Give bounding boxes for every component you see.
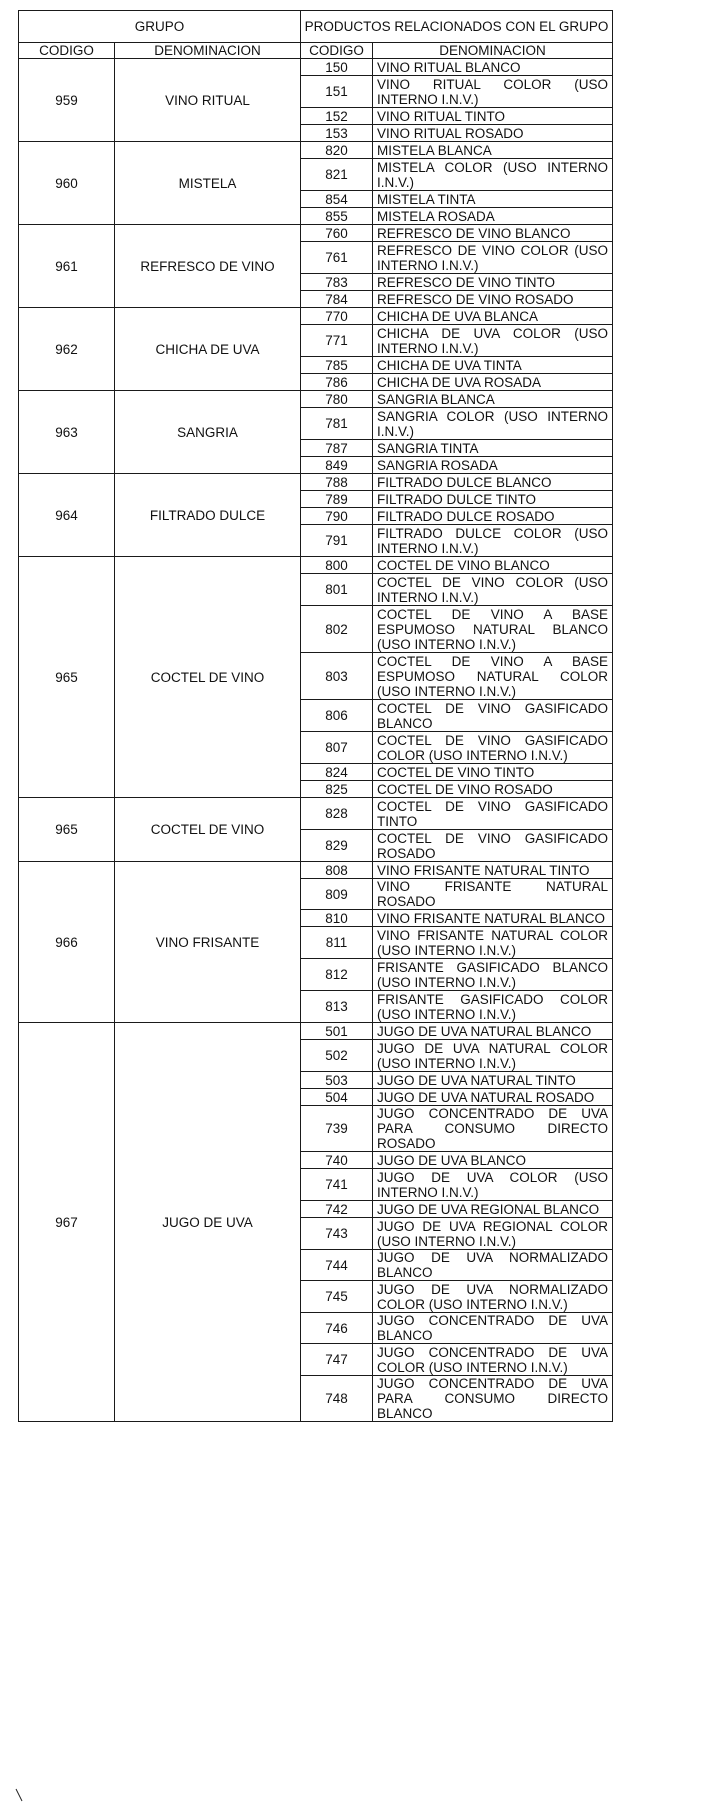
product-name-cell: VINO RITUAL BLANCO	[373, 59, 613, 76]
product-name-cell: FILTRADO DULCE COLOR (USO INTERNO I.N.V.)	[373, 525, 613, 557]
product-name-cell: JUGO DE UVA REGIONAL COLOR (USO INTERNO I.N.V.)	[373, 1218, 613, 1250]
product-code-cell: 771	[301, 325, 373, 357]
product-code-cell: 820	[301, 142, 373, 159]
product-code-cell: 743	[301, 1218, 373, 1250]
table-row	[19, 474, 613, 491]
product-code-cell: 813	[301, 991, 373, 1023]
stray-pen-mark	[14, 1788, 24, 1802]
product-code-cell: 153	[301, 125, 373, 142]
product-name-cell: MISTELA COLOR (USO INTERNO I.N.V.)	[373, 159, 613, 191]
product-name-cell: FILTRADO DULCE BLANCO	[373, 474, 613, 491]
product-name-cell: CHICHA DE UVA BLANCA	[373, 308, 613, 325]
header-productos-relacionados: PRODUCTOS RELACIONADOS CON EL GRUPO	[301, 11, 613, 43]
product-name-cell: JUGO DE UVA NATURAL COLOR (USO INTERNO I.N.V.)	[373, 1040, 613, 1072]
product-code-cell: 828	[301, 798, 373, 830]
product-code-cell: 739	[301, 1106, 373, 1152]
product-code-cell: 781	[301, 408, 373, 440]
product-code-cell: 825	[301, 781, 373, 798]
group-code-cell: 961	[19, 225, 115, 308]
product-name-cell: FRISANTE GASIFICADO COLOR (USO INTERNO I.N.V.)	[373, 991, 613, 1023]
product-name-cell: JUGO DE UVA COLOR (USO INTERNO I.N.V.)	[373, 1169, 613, 1201]
product-name-cell: COCTEL DE VINO GASIFICADO TINTO	[373, 798, 613, 830]
product-name-cell: SANGRIA BLANCA	[373, 391, 613, 408]
product-name-cell: CHICHA DE UVA ROSADA	[373, 374, 613, 391]
product-name-cell: REFRESCO DE VINO BLANCO	[373, 225, 613, 242]
product-name-cell: VINO RITUAL COLOR (USO INTERNO I.N.V.)	[373, 76, 613, 108]
product-name-cell: JUGO DE UVA NATURAL BLANCO	[373, 1023, 613, 1040]
product-name-cell: JUGO CONCENTRADO DE UVA COLOR (USO INTERNO I.N.V.)	[373, 1344, 613, 1376]
group-code-cell: 962	[19, 308, 115, 391]
product-name-cell: JUGO DE UVA NATURAL ROSADO	[373, 1089, 613, 1106]
product-name-cell: COCTEL DE VINO ROSADO	[373, 781, 613, 798]
product-name-cell: JUGO DE UVA BLANCO	[373, 1152, 613, 1169]
product-code-cell: 786	[301, 374, 373, 391]
product-code-cell: 811	[301, 927, 373, 959]
group-name-cell: VINO RITUAL	[115, 59, 301, 142]
product-code-cell: 501	[301, 1023, 373, 1040]
product-code-cell: 740	[301, 1152, 373, 1169]
product-name-cell: JUGO CONCENTRADO DE UVA BLANCO	[373, 1313, 613, 1344]
group-name-cell: MISTELA	[115, 142, 301, 225]
product-name-cell: JUGO DE UVA NORMALIZADO BLANCO	[373, 1250, 613, 1281]
product-code-cell: 748	[301, 1376, 373, 1422]
group-code-cell: 963	[19, 391, 115, 474]
header-group-codigo: CODIGO	[19, 43, 115, 59]
product-code-cell: 785	[301, 357, 373, 374]
product-code-cell: 789	[301, 491, 373, 508]
table-body	[19, 59, 613, 1422]
product-name-cell: VINO FRISANTE NATURAL BLANCO	[373, 910, 613, 927]
product-name-cell: REFRESCO DE VINO COLOR (USO INTERNO I.N.V.)	[373, 242, 613, 274]
product-code-cell: 744	[301, 1250, 373, 1281]
group-code-cell: 965	[19, 557, 115, 798]
product-name-cell: CHICHA DE UVA TINTA	[373, 357, 613, 374]
product-code-cell: 790	[301, 508, 373, 525]
table-row	[19, 225, 613, 242]
product-name-cell: COCTEL DE VINO A BASE ESPUMOSO NATURAL COLOR (USO INTERNO I.N.V.)	[373, 653, 613, 700]
product-name-cell: VINO RITUAL ROSADO	[373, 125, 613, 142]
product-code-cell: 746	[301, 1313, 373, 1344]
product-code-cell: 824	[301, 764, 373, 781]
group-code-cell: 960	[19, 142, 115, 225]
group-name-cell: REFRESCO DE VINO	[115, 225, 301, 308]
product-code-cell: 800	[301, 557, 373, 574]
product-code-cell: 504	[301, 1089, 373, 1106]
table-row	[19, 557, 613, 574]
product-name-cell: JUGO CONCENTRADO DE UVA PARA CONSUMO DIRECTO ROSADO	[373, 1106, 613, 1152]
product-name-cell: VINO FRISANTE NATURAL COLOR (USO INTERNO I.N.V.)	[373, 927, 613, 959]
product-code-cell: 802	[301, 606, 373, 653]
group-name-cell: SANGRIA	[115, 391, 301, 474]
group-name-cell: COCTEL DE VINO	[115, 798, 301, 862]
product-code-cell: 854	[301, 191, 373, 208]
product-code-cell: 783	[301, 274, 373, 291]
product-code-cell: 807	[301, 732, 373, 764]
group-code-cell: 967	[19, 1023, 115, 1422]
group-name-cell: CHICHA DE UVA	[115, 308, 301, 391]
product-name-cell: MISTELA BLANCA	[373, 142, 613, 159]
group-name-cell: VINO FRISANTE	[115, 862, 301, 1023]
group-code-cell: 966	[19, 862, 115, 1023]
product-code-cell: 849	[301, 457, 373, 474]
product-code-cell: 784	[301, 291, 373, 308]
group-code-cell: 965	[19, 798, 115, 862]
table-row	[19, 142, 613, 159]
product-code-cell: 787	[301, 440, 373, 457]
product-name-cell: FILTRADO DULCE TINTO	[373, 491, 613, 508]
product-code-cell: 810	[301, 910, 373, 927]
product-name-cell: VINO RITUAL TINTO	[373, 108, 613, 125]
product-name-cell: JUGO DE UVA NORMALIZADO COLOR (USO INTERNO I.N.V.)	[373, 1281, 613, 1313]
product-code-cell: 801	[301, 574, 373, 606]
product-group-table-container	[18, 10, 612, 1422]
product-name-cell: MISTELA ROSADA	[373, 208, 613, 225]
product-name-cell: FRISANTE GASIFICADO BLANCO (USO INTERNO I.N.V.)	[373, 959, 613, 991]
product-code-cell: 788	[301, 474, 373, 491]
product-name-cell: SANGRIA COLOR (USO INTERNO I.N.V.)	[373, 408, 613, 440]
product-name-cell: JUGO DE UVA NATURAL TINTO	[373, 1072, 613, 1089]
product-code-cell: 809	[301, 879, 373, 910]
product-code-cell: 829	[301, 830, 373, 862]
product-code-cell: 502	[301, 1040, 373, 1072]
product-code-cell: 761	[301, 242, 373, 274]
product-code-cell: 791	[301, 525, 373, 557]
product-name-cell: FILTRADO DULCE ROSADO	[373, 508, 613, 525]
product-code-cell: 745	[301, 1281, 373, 1313]
table-row	[19, 1023, 613, 1040]
group-code-cell: 964	[19, 474, 115, 557]
product-code-cell: 503	[301, 1072, 373, 1089]
product-code-cell: 741	[301, 1169, 373, 1201]
product-name-cell: MISTELA TINTA	[373, 191, 613, 208]
table-row	[19, 798, 613, 830]
product-code-cell: 770	[301, 308, 373, 325]
group-name-cell: JUGO DE UVA	[115, 1023, 301, 1422]
product-code-cell: 150	[301, 59, 373, 76]
group-name-cell: COCTEL DE VINO	[115, 557, 301, 798]
product-code-cell: 742	[301, 1201, 373, 1218]
product-name-cell: COCTEL DE VINO GASIFICADO ROSADO	[373, 830, 613, 862]
product-code-cell: 747	[301, 1344, 373, 1376]
group-code-cell: 959	[19, 59, 115, 142]
product-code-cell: 151	[301, 76, 373, 108]
product-name-cell: SANGRIA TINTA	[373, 440, 613, 457]
group-name-cell: FILTRADO DULCE	[115, 474, 301, 557]
product-name-cell: VINO FRISANTE NATURAL TINTO	[373, 862, 613, 879]
product-name-cell: REFRESCO DE VINO TINTO	[373, 274, 613, 291]
product-code-cell: 821	[301, 159, 373, 191]
product-name-cell: SANGRIA ROSADA	[373, 457, 613, 474]
product-name-cell: COCTEL DE VINO BLANCO	[373, 557, 613, 574]
table-row	[19, 862, 613, 879]
table-row	[19, 59, 613, 76]
product-code-cell: 760	[301, 225, 373, 242]
product-code-cell: 780	[301, 391, 373, 408]
product-name-cell: CHICHA DE UVA COLOR (USO INTERNO I.N.V.)	[373, 325, 613, 357]
product-group-table	[18, 10, 613, 1422]
product-name-cell: JUGO DE UVA REGIONAL BLANCO	[373, 1201, 613, 1218]
header-group-denominacion: DENOMINACION	[115, 43, 301, 59]
product-name-cell: COCTEL DE VINO TINTO	[373, 764, 613, 781]
product-code-cell: 803	[301, 653, 373, 700]
product-name-cell: VINO FRISANTE NATURAL ROSADO	[373, 879, 613, 910]
product-name-cell: JUGO CONCENTRADO DE UVA PARA CONSUMO DIRECTO BLANCO	[373, 1376, 613, 1422]
product-name-cell: COCTEL DE VINO GASIFICADO BLANCO	[373, 700, 613, 732]
product-code-cell: 812	[301, 959, 373, 991]
product-code-cell: 855	[301, 208, 373, 225]
header-product-codigo: CODIGO	[301, 43, 373, 59]
header-grupo: GRUPO	[19, 11, 301, 43]
product-code-cell: 808	[301, 862, 373, 879]
product-name-cell: COCTEL DE VINO COLOR (USO INTERNO I.N.V.)	[373, 574, 613, 606]
table-header	[19, 11, 613, 59]
table-row	[19, 308, 613, 325]
product-name-cell: COCTEL DE VINO GASIFICADO COLOR (USO INTERNO I.N.V.)	[373, 732, 613, 764]
header-product-denominacion: DENOMINACION	[373, 43, 613, 59]
product-code-cell: 152	[301, 108, 373, 125]
product-code-cell: 806	[301, 700, 373, 732]
product-name-cell: REFRESCO DE VINO ROSADO	[373, 291, 613, 308]
table-row	[19, 391, 613, 408]
product-name-cell: COCTEL DE VINO A BASE ESPUMOSO NATURAL BLANCO (USO INTERNO I.N.V.)	[373, 606, 613, 653]
